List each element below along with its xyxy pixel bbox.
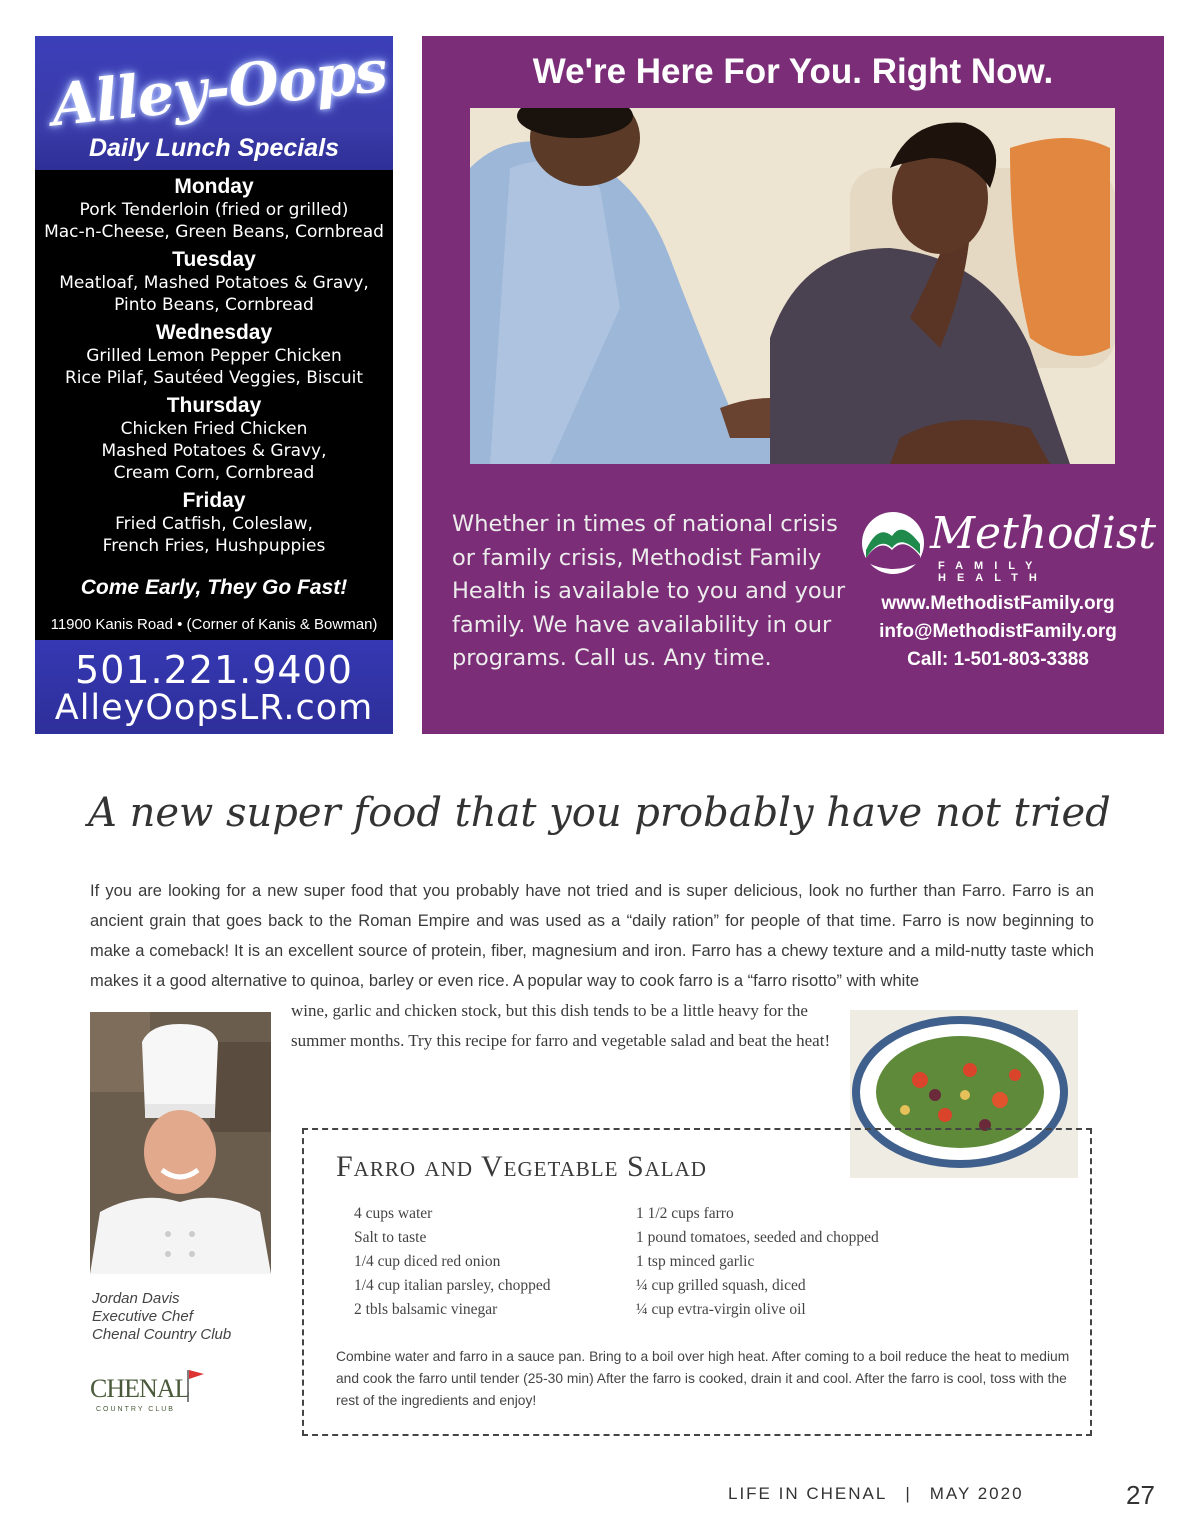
menu-item: Mac-n-Cheese, Green Beans, Cornbread — [44, 222, 384, 242]
menu-item: Pinto Beans, Cornbread — [114, 295, 314, 315]
chef-role: Executive Chef — [92, 1308, 193, 1325]
alley-oops-tagline: Daily Lunch Specials — [88, 134, 340, 162]
menu-item: Mashed Potatoes & Gravy, — [101, 441, 327, 461]
chef-club: Chenal Country Club — [92, 1326, 232, 1343]
article-title: A new super food that you probably have not tried — [88, 790, 1111, 836]
ingredient: ¼ cup grilled squash, diced — [636, 1277, 806, 1294]
menu-item: French Fries, Hushpuppies — [102, 536, 326, 556]
ingredient: 1 tsp minced garlic — [636, 1253, 755, 1270]
menu-day — [35, 488, 393, 557]
chef-name: Jordan Davis — [92, 1290, 180, 1307]
ingredient: ¼ cup evtra-virgin olive oil — [636, 1301, 806, 1318]
ingredient: 4 cups water — [354, 1205, 433, 1222]
alley-oops-website-link[interactable]: AlleyOopsLR.com — [54, 688, 374, 728]
methodist-contact — [858, 590, 1138, 674]
day-name: Thursday — [166, 394, 262, 417]
methodist-logo-name: Methodist — [930, 508, 1157, 559]
ingredient: 1 1/2 cups farro — [636, 1205, 734, 1222]
menu-day — [35, 320, 393, 389]
page-footer — [728, 1484, 1024, 1504]
day-name: Wednesday — [155, 321, 273, 344]
ingredient: 1/4 cup diced red onion — [354, 1253, 501, 1270]
methodist-phone[interactable]: Call: 1-501-803-3388 — [907, 649, 1089, 670]
alley-oops-header — [35, 36, 393, 170]
day-name: Monday — [174, 175, 254, 198]
ingredient: Salt to taste — [354, 1229, 427, 1246]
alley-oops-logo: Alley-Oops — [48, 36, 390, 140]
chef-illustration — [90, 1012, 271, 1274]
menu-item: Pork Tenderloin (fried or grilled) — [79, 200, 349, 220]
menu-item: Cream Corn, Cornbread — [113, 463, 315, 483]
chenal-logo-sub: COUNTRY CLUB — [96, 1406, 175, 1413]
page-number: 27 — [1126, 1480, 1155, 1510]
counseling-photo — [470, 108, 1115, 464]
menu-item: Chicken Fried Chicken — [120, 419, 308, 439]
methodist-headline: We're Here For You. Right Now. — [532, 52, 1054, 91]
day-name: Friday — [182, 489, 246, 512]
methodist-ad — [422, 36, 1164, 734]
recipe-card — [302, 1128, 1092, 1436]
alley-oops-ad — [35, 36, 393, 734]
ingredients-left — [354, 1202, 551, 1322]
alley-oops-cta: Come Early, They Go Fast! — [80, 576, 348, 599]
ingredients-right — [636, 1202, 879, 1322]
chef-caption — [92, 1290, 231, 1344]
menu-item: Fried Catfish, Coleslaw, — [115, 514, 313, 534]
ingredient: 1 pound tomatoes, seeded and chopped — [636, 1229, 879, 1246]
methodist-website-link[interactable]: www.MethodistFamily.org — [881, 593, 1115, 614]
article-paragraph: wine, garlic and chicken stock, but this dish tends to be a little heavy for the summer months. Try this recipe for farro and vegetable salad and beat the heat! — [291, 1001, 831, 1050]
chef-photo — [90, 1012, 271, 1274]
methodist-logo-sub: FAMILY HEALTH — [938, 560, 1048, 584]
menu-item: Grilled Lemon Pepper Chicken — [86, 346, 342, 366]
alley-oops-phone[interactable]: 501.221.9400 — [75, 648, 353, 692]
issue-date: MAY 2020 — [929, 1484, 1024, 1503]
recipe-directions: Combine water and farro in a sauce pan. Bring to a boil over high heat. After coming to a boil reduce the heat to medium and cook the farro until tender (25-30 min) After the farro is cooked, drain it and cool. After the farro is cool, toss with the rest of the ingredients and enjoy! — [336, 1349, 1070, 1408]
recipe-title: Farro and Vegetable Salad — [336, 1150, 707, 1183]
ingredient: 2 tbls balsamic vinegar — [354, 1301, 498, 1318]
article-paragraph: If you are looking for a new super food that you probably have not tried and is super delicious, look no further than Farro. Farro is an ancient grain that goes back to the Roman Empire and was used as a “daily ration” for people of that time. Farro is now beginning to make a comeback! It is an excellent source of protein, fiber, magnesium and iron. Farro has a chewy texture and a mild-nutty taste which makes it a good alternative to quinoa, barley or even rice. A popular way to cook farro is a “farro risotto” with white — [90, 882, 1094, 990]
chenal-logo-name: CHENAL — [90, 1374, 190, 1403]
chenal-logo — [90, 1368, 210, 1420]
golf-flag-icon — [184, 1368, 214, 1404]
publication-name: LIFE IN CHENAL — [728, 1484, 888, 1503]
alley-oops-address: 11900 Kanis Road • (Corner of Kanis & Bowman) — [50, 616, 378, 633]
menu-day — [35, 174, 393, 243]
methodist-logo — [858, 508, 1157, 584]
footer-separator: | — [905, 1484, 912, 1503]
day-name: Tuesday — [172, 248, 256, 271]
methodist-email-link[interactable]: info@MethodistFamily.org — [879, 621, 1117, 642]
alley-oops-contact — [35, 640, 393, 734]
menu-day — [35, 393, 393, 484]
methodist-body: Whether in times of national crisis or family crisis, Methodist Family Health is available to you and your family. We have availability in our programs. Call us. Any time. — [452, 511, 846, 671]
menu-item: Meatloaf, Mashed Potatoes & Gravy, — [59, 273, 369, 293]
counseling-illustration — [470, 108, 1115, 464]
ingredient: 1/4 cup italian parsley, chopped — [354, 1277, 551, 1294]
methodist-mountain-icon — [858, 510, 928, 576]
lunch-menu — [35, 174, 393, 561]
menu-day — [35, 247, 393, 316]
menu-item: Rice Pilaf, Sautéed Veggies, Biscuit — [65, 368, 363, 388]
